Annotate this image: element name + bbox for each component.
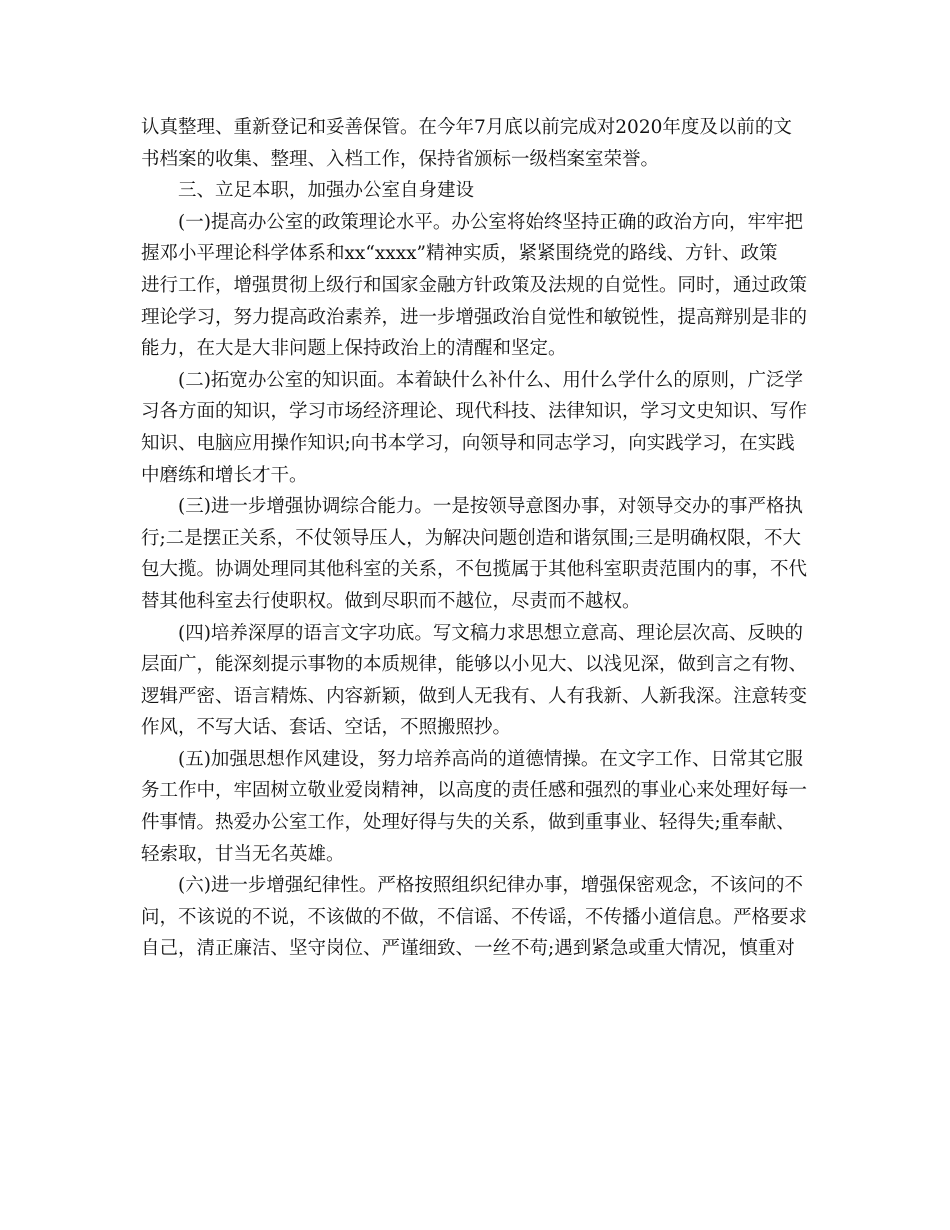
paragraph-start: (二)拓宽办公室的知识面。本着缺什么补什么、用什么学什么的原则，广泛学	[178, 369, 803, 391]
text-line: 理论学习，努力提高政治素养，进一步增强政治自觉性和敏锐性，提高辩别是非的	[141, 306, 808, 328]
text-line: 作风，不写大话、套话、空话，不照搬照抄。	[141, 717, 512, 739]
text-line: 自己，清正廉洁、坚守岗位、严谨细致、一丝不苟;遇到紧急或重大情况，慎重对	[141, 938, 795, 960]
text-line: 进行工作，增强贯彻上级行和国家金融方针政策及法规的自觉性。同时，通过政策	[141, 274, 808, 296]
document-body	[141, 112, 809, 965]
text-line: 书档案的收集、整理、入档工作，保持省颁标一级档案室荣誉。	[141, 148, 660, 170]
text-line: 能力，在大是大非问题上保持政治上的清醒和坚定。	[141, 338, 567, 360]
paragraph-start: (四)培养深厚的语言文字功底。写文稿力求思想立意高、理论层次高、反映的	[178, 622, 803, 644]
text-line: 逻辑严密、语言精炼、内容新颖，做到人无我有、人有我新、人新我深。注意转变	[141, 685, 808, 707]
text-line: 轻索取，甘当无名英雄。	[141, 843, 345, 865]
text-line: 知识、电脑应用操作知识;向书本学习，向领导和同志学习，向实践学习，在实践	[141, 432, 795, 454]
text-line: 层面广，能深刻提示事物的本质规律，能够以小见大、以浅见深，做到言之有物、	[141, 654, 808, 676]
paragraph-start: (五)加强思想作风建设，努力培养高尚的道德情操。在文字工作、日常其它服	[178, 748, 803, 770]
text-line: 问，不该说的不说，不该做的不做，不信谣、不传谣，不传播小道信息。严格要求	[141, 906, 808, 928]
text-line: 务工作中，牢固树立敬业爱岗精神，以高度的责任感和强烈的事业心来处理好每一	[141, 780, 808, 802]
text-line: 件事情。热爱办公室工作，处理好得与失的关系，做到重事业、轻得失;重奉献、	[141, 812, 795, 834]
paragraph-start: (三)进一步增强协调综合能力。一是按领导意图办事，对领导交办的事严格执	[178, 496, 803, 518]
text-line: 包大揽。协调处理同其他科室的关系，不包揽属于其他科室职责范围内的事，不代	[141, 559, 808, 581]
text-line: 替其他科室去行使职权。做到尽职而不越位，尽责而不越权。	[141, 590, 641, 612]
text-line: 中磨练和增长才干。	[141, 464, 308, 486]
text-line: 认真整理、重新登记和妥善保管。在今年7月底以前完成对2020年度及以前的文	[141, 117, 792, 138]
section-heading: 三、立足本职，加强办公室自身建设	[178, 180, 475, 202]
text-line: 行;二是摆正关系，不仗领导压人，为解决问题创造和谐氛围;三是明确权限，不大	[141, 527, 801, 549]
paragraph-start: (一)提高办公室的政策理论水平。办公室将始终坚持正确的政治方向，牢牢把	[178, 211, 803, 233]
paragraph-start: (六)进一步增强纪律性。严格按照组织纪律办事，增强保密观念，不该问的不	[178, 875, 803, 897]
text-line: 握邓小平理论科学体系和xx“xxxx”精神实质，紧紧围绕党的路线、方针、政策	[141, 243, 778, 265]
text-line: 习各方面的知识，学习市场经济理论、现代科技、法律知识，学习文史知识、写作	[141, 401, 808, 423]
